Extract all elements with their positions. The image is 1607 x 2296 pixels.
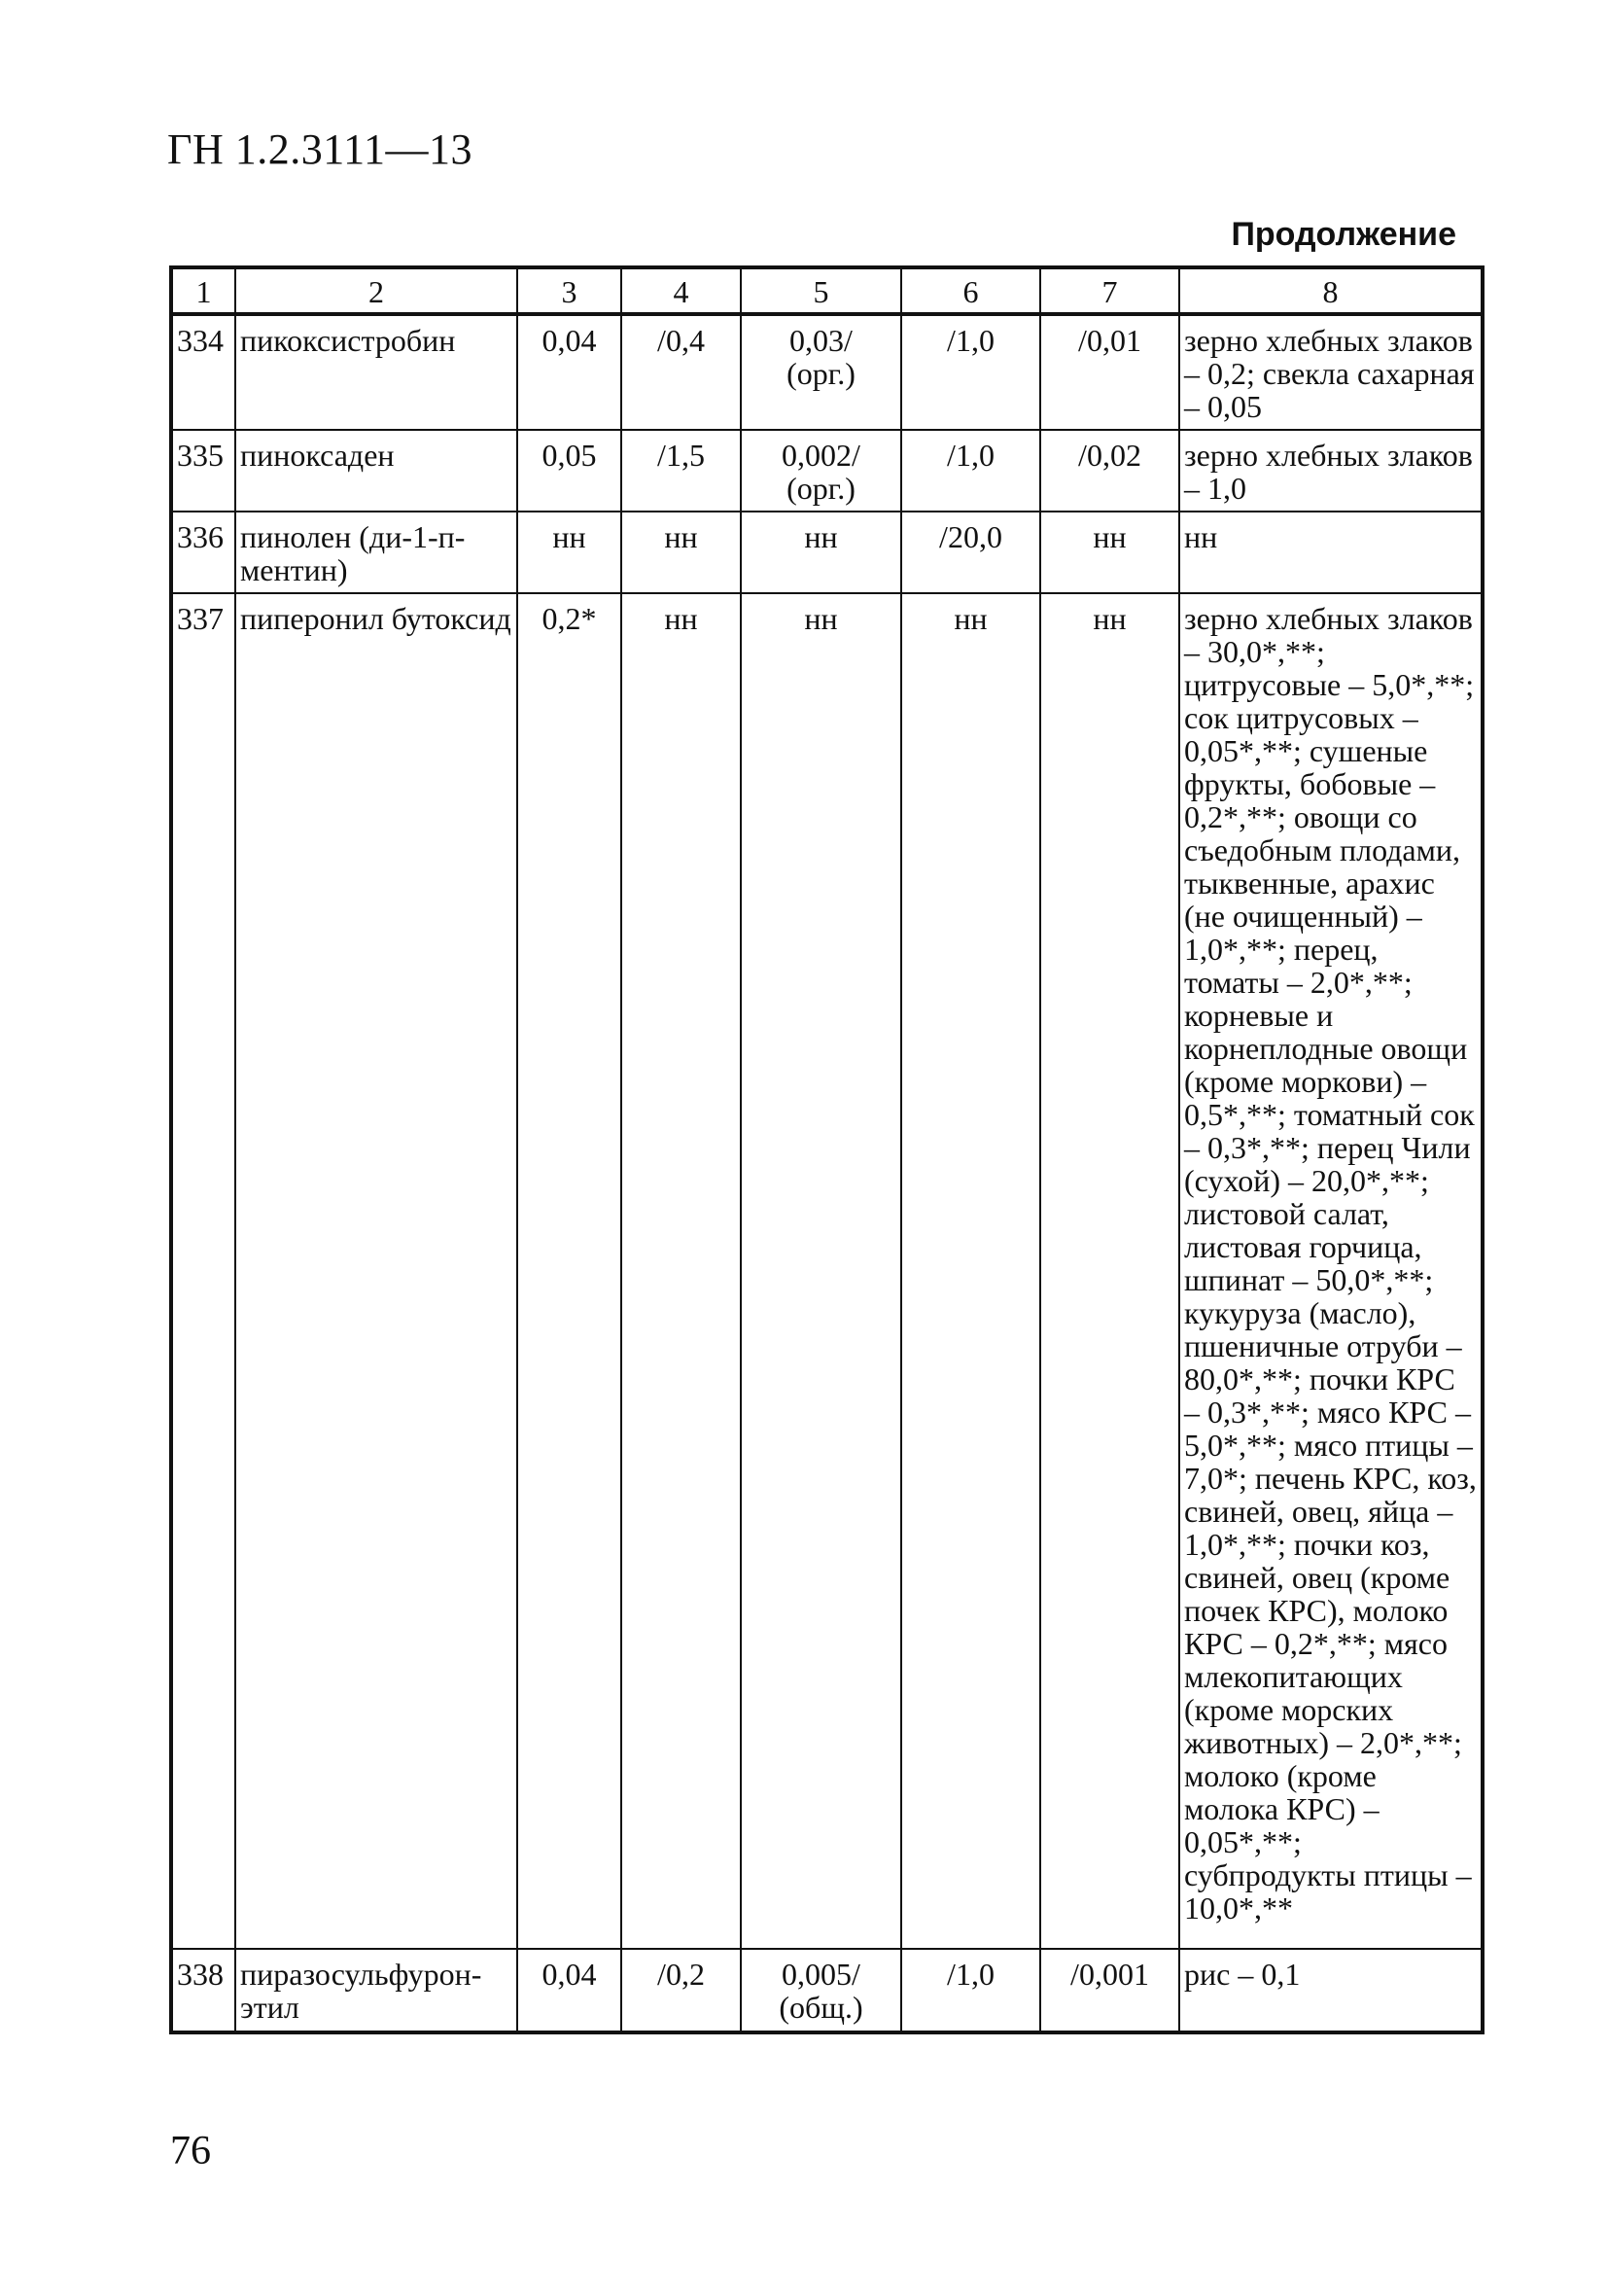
products-note-cell: зерно хлебных злаков – 30,0*,**; цитрусовые – 5,0*,**; сок цитрусовых – 0,05*,**; сушеные фрукты, бобовые – 0,2*,**; овощи со съедобным плодами, тыквенные, арахис (не очищенный) – 1,0*,**; перец, томаты – 2,0*,**; корневые и корнеплодные овощи (кроме моркови) – 0,5*,**; томатный сок – 0,3*,**; перец Чили (сухой) – 20,0*,**; листовой салат, листовая горчица, шпинат – 50,0*,**; кукуруза (масло), пшеничные отруби – 80,0*,**; почки КРС – 0,3*,**; мясо КРС – 5,0*,**; мясо птицы – 7,0*; печень КРС, коз, свиней, овец, яйца – 1,0*,**; почки коз, свиней, овец (кроме почек КРС), молоко КРС – 0,2*,**; мясо млекопитающих (кроме морских животных) – 2,0*,**; молоко (кроме молока КРС) – 0,05*,**; субпродукты птицы – 10,0*,** (1179, 593, 1483, 1949)
column-header: 2 (235, 267, 517, 314)
continuation-label: Продолжение (1231, 216, 1456, 253)
substance-name-cell: пиноксаден (235, 430, 517, 512)
substance-name-cell: пиразосульфурон-этил (235, 1949, 517, 2032)
value-cell: /0,02 (1040, 430, 1179, 512)
table-row (171, 1949, 1483, 2032)
value-cell: 0,04 (517, 1949, 621, 2032)
value-cell: нн (621, 593, 741, 1949)
value-cell: нн (517, 512, 621, 593)
row-number-cell: 338 (171, 1949, 235, 2032)
row-number-cell: 334 (171, 314, 235, 430)
value-cell: нн (741, 512, 901, 593)
document-code: ГН 1.2.3111—13 (167, 125, 472, 173)
column-header: 1 (171, 267, 235, 314)
column-header: 5 (741, 267, 901, 314)
substance-name-cell: пинолен (ди-1-п-ментин) (235, 512, 517, 593)
hygienic-norms-table (169, 265, 1485, 2034)
value-cell: нн (1040, 593, 1179, 1949)
value-cell: /1,0 (901, 430, 1040, 512)
value-cell: 0,04 (517, 314, 621, 430)
value-cell: 0,05 (517, 430, 621, 512)
row-number-cell: 336 (171, 512, 235, 593)
value-cell: /20,0 (901, 512, 1040, 593)
page-number: 76 (170, 2129, 211, 2173)
value-cell: 0,2* (517, 593, 621, 1949)
table-row (171, 430, 1483, 512)
value-cell: 0,005/ (общ.) (741, 1949, 901, 2032)
products-note-cell: зерно хлебных злаков – 1,0 (1179, 430, 1483, 512)
products-note-cell: нн (1179, 512, 1483, 593)
products-note-cell: рис – 0,1 (1179, 1949, 1483, 2032)
value-cell: нн (621, 512, 741, 593)
column-header: 3 (517, 267, 621, 314)
value-cell: нн (901, 593, 1040, 1949)
column-header: 4 (621, 267, 741, 314)
value-cell: /1,0 (901, 314, 1040, 430)
value-cell: /0,001 (1040, 1949, 1179, 2032)
value-cell: 0,002/ (орг.) (741, 430, 901, 512)
substance-name-cell: пикоксистробин (235, 314, 517, 430)
value-cell: /1,0 (901, 1949, 1040, 2032)
row-number-cell: 337 (171, 593, 235, 1949)
table-header-row (171, 267, 1483, 314)
column-header: 7 (1040, 267, 1179, 314)
table-row (171, 593, 1483, 1949)
value-cell: /0,4 (621, 314, 741, 430)
value-cell: нн (1040, 512, 1179, 593)
column-header: 8 (1179, 267, 1483, 314)
products-note-cell: зерно хлебных злаков – 0,2; свекла сахарная – 0,05 (1179, 314, 1483, 430)
value-cell: нн (741, 593, 901, 1949)
value-cell: 0,03/ (орг.) (741, 314, 901, 430)
value-cell: /1,5 (621, 430, 741, 512)
table-row (171, 314, 1483, 430)
value-cell: /0,01 (1040, 314, 1179, 430)
table-row (171, 512, 1483, 593)
value-cell: /0,2 (621, 1949, 741, 2032)
substance-name-cell: пиперонил бутоксид (235, 593, 517, 1949)
row-number-cell: 335 (171, 430, 235, 512)
column-header: 6 (901, 267, 1040, 314)
